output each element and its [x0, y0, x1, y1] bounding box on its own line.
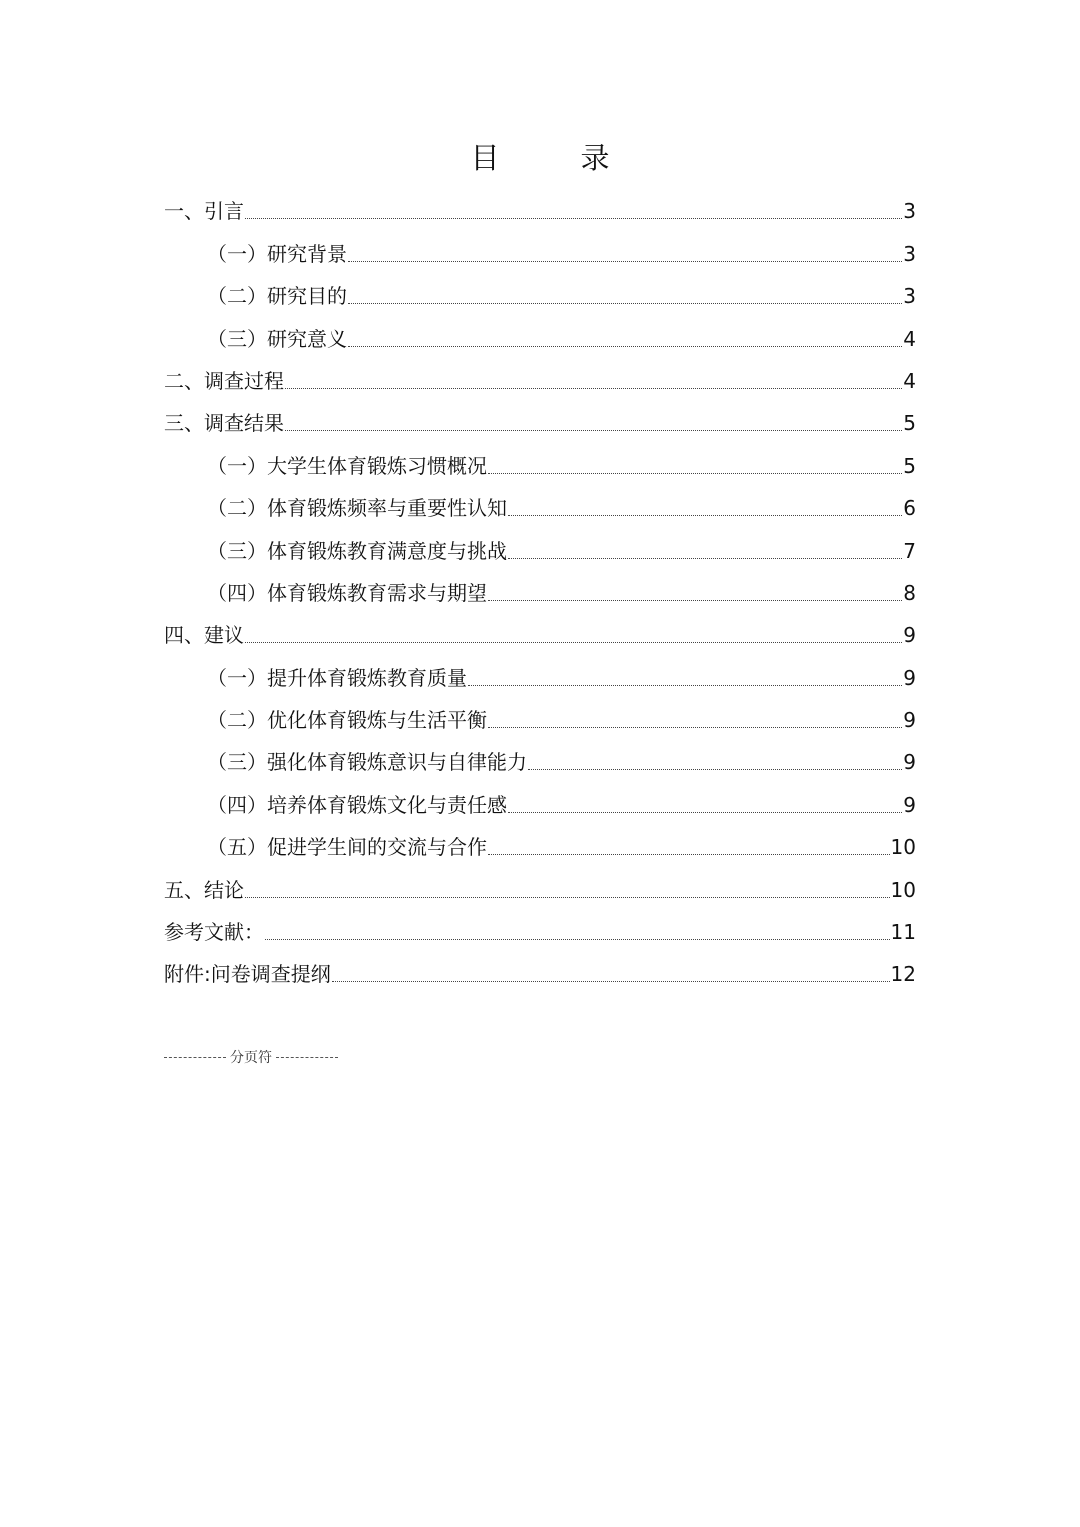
- toc-entry[interactable]: [164, 696, 916, 738]
- toc-entry-page-number[interactable]: 11: [890, 920, 916, 945]
- toc-entry-label[interactable]: （二）优化体育锻炼与生活平衡: [207, 708, 487, 733]
- toc-dot-leader: [348, 302, 902, 304]
- toc-entry-label[interactable]: 三、调查结果: [164, 411, 284, 436]
- toc-entry[interactable]: [164, 357, 916, 399]
- toc-entry-page-number[interactable]: 3: [903, 199, 916, 224]
- toc-entry-page-number[interactable]: 12: [890, 962, 916, 987]
- toc-dot-leader: [265, 938, 890, 940]
- toc-dot-leader: [245, 641, 902, 643]
- toc-entry-page-number[interactable]: 3: [903, 241, 916, 266]
- table-of-contents: [164, 187, 916, 992]
- toc-entry[interactable]: [164, 526, 916, 568]
- toc-entry-label[interactable]: （一）大学生体育锻炼习惯概况: [207, 453, 487, 478]
- toc-entry[interactable]: [164, 569, 916, 611]
- toc-title: 目 录: [470, 141, 636, 175]
- toc-entry-label[interactable]: （四）体育锻炼教育需求与期望: [207, 580, 487, 605]
- toc-entry-page-number[interactable]: 7: [903, 538, 916, 563]
- toc-entry-label[interactable]: （三）体育锻炼教育满意度与挑战: [207, 538, 507, 563]
- toc-entry[interactable]: [164, 484, 916, 526]
- toc-entry-label[interactable]: 参考文献：: [164, 920, 264, 945]
- toc-entry[interactable]: [164, 314, 916, 356]
- toc-entry-page-number[interactable]: 4: [903, 368, 916, 393]
- toc-entry[interactable]: [164, 738, 916, 780]
- toc-entry[interactable]: [164, 399, 916, 441]
- toc-entry-label[interactable]: （二）研究目的: [207, 284, 347, 309]
- toc-entry-page-number[interactable]: 10: [890, 877, 916, 902]
- page-break-dash-right: [276, 1057, 338, 1058]
- toc-entry-label[interactable]: 四、建议: [164, 623, 244, 648]
- toc-dot-leader: [468, 684, 902, 686]
- toc-entry-page-number[interactable]: 9: [903, 792, 916, 817]
- toc-entry-page-number[interactable]: 9: [903, 623, 916, 648]
- toc-entry-label[interactable]: 二、调查过程: [164, 368, 284, 393]
- toc-entry-label[interactable]: 一、引言: [164, 199, 244, 224]
- toc-entry-page-number[interactable]: 9: [903, 750, 916, 775]
- toc-entry[interactable]: [164, 441, 916, 483]
- toc-entry-label[interactable]: （一）研究背景: [207, 241, 347, 266]
- toc-entry-page-number[interactable]: 9: [903, 665, 916, 690]
- toc-dot-leader: [508, 514, 902, 516]
- toc-dot-leader: [348, 260, 902, 262]
- toc-entry-page-number[interactable]: 6: [903, 496, 916, 521]
- toc-entry-label[interactable]: 五、结论: [164, 877, 244, 902]
- toc-entry-label[interactable]: （三）研究意义: [207, 326, 347, 351]
- toc-entry-label[interactable]: （二）体育锻炼频率与重要性认知: [207, 496, 507, 521]
- toc-dot-leader: [348, 345, 902, 347]
- toc-entry-label[interactable]: （三）强化体育锻炼意识与自律能力: [207, 750, 527, 775]
- toc-entry-label[interactable]: （四）培养体育锻炼文化与责任感: [207, 792, 507, 817]
- toc-entry-page-number[interactable]: 9: [903, 708, 916, 733]
- toc-entry[interactable]: [164, 950, 916, 992]
- toc-dot-leader: [488, 599, 902, 601]
- toc-dot-leader: [245, 896, 890, 898]
- toc-entry[interactable]: [164, 823, 916, 865]
- toc-entry[interactable]: [164, 229, 916, 271]
- toc-dot-leader: [332, 980, 890, 982]
- toc-entry[interactable]: [164, 272, 916, 314]
- toc-dot-leader: [285, 429, 902, 431]
- toc-dot-leader: [245, 217, 902, 219]
- toc-dot-leader: [508, 811, 902, 813]
- toc-entry[interactable]: [164, 865, 916, 907]
- toc-entry-page-number[interactable]: 10: [890, 835, 916, 860]
- page-break-marker: [164, 1047, 338, 1067]
- toc-dot-leader: [528, 768, 902, 770]
- toc-dot-leader: [488, 472, 902, 474]
- toc-entry[interactable]: [164, 187, 916, 229]
- toc-dot-leader: [488, 726, 902, 728]
- toc-dot-leader: [488, 853, 890, 855]
- toc-entry[interactable]: [164, 653, 916, 695]
- toc-entry-label[interactable]: 附件:问卷调查提纲: [164, 962, 331, 987]
- page-break-label: 分页符: [230, 1050, 272, 1066]
- toc-entry-label[interactable]: （五）促进学生间的交流与合作: [207, 835, 487, 860]
- toc-entry-page-number[interactable]: 3: [903, 284, 916, 309]
- toc-entry-page-number[interactable]: 5: [903, 453, 916, 478]
- toc-entry[interactable]: [164, 611, 916, 653]
- toc-entry-label[interactable]: （一）提升体育锻炼教育质量: [207, 665, 467, 690]
- toc-entry[interactable]: [164, 780, 916, 822]
- toc-dot-leader: [508, 557, 902, 559]
- toc-entry-page-number[interactable]: 8: [903, 580, 916, 605]
- page-break-dash-left: [164, 1057, 226, 1058]
- toc-dot-leader: [285, 387, 902, 389]
- toc-entry[interactable]: [164, 908, 916, 950]
- toc-entry-page-number[interactable]: 4: [903, 326, 916, 351]
- toc-entry-page-number[interactable]: 5: [903, 411, 916, 436]
